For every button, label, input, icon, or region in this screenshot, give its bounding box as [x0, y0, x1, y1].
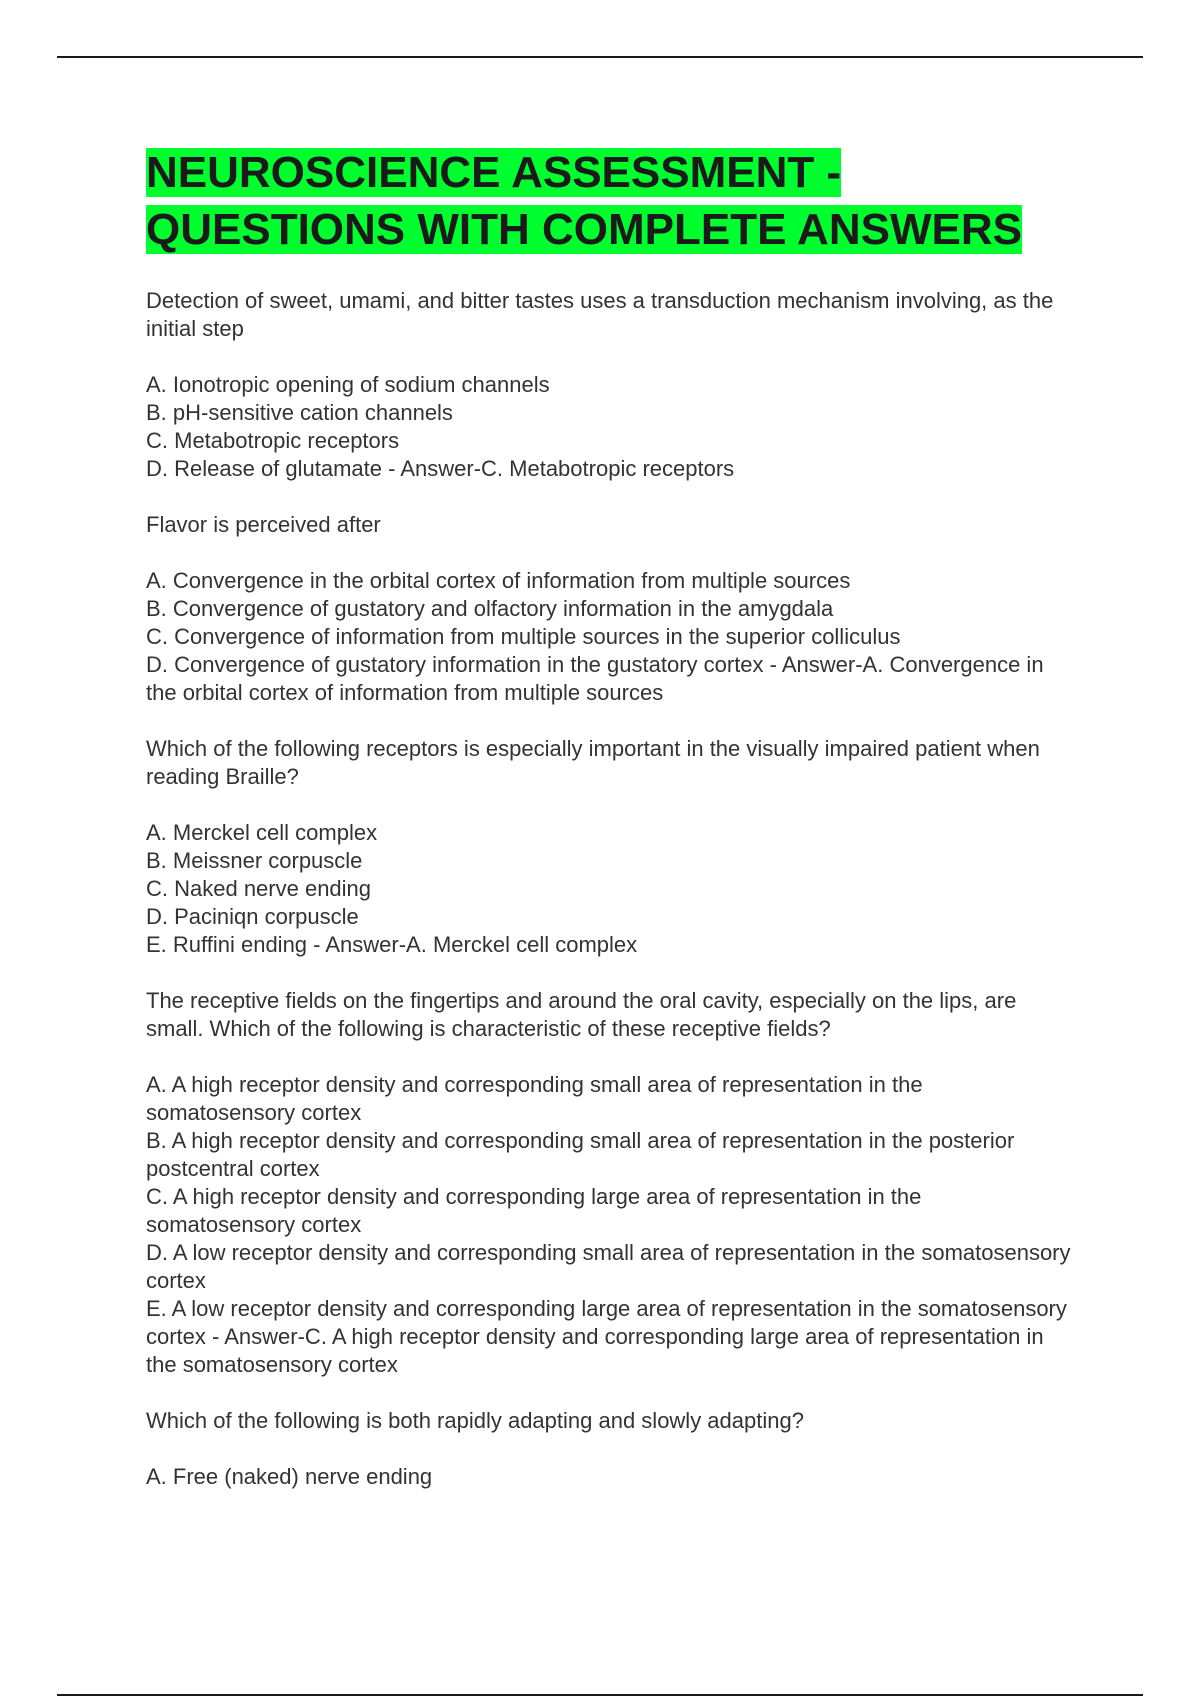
- option-1b: B. pH-sensitive cation channels: [146, 400, 453, 425]
- question-1: Detection of sweet, umami, and bitter tastes uses a transduction mechanism involving, as the initial step: [146, 288, 1054, 341]
- title-highlight: NEUROSCIENCE ASSESSMENT - QUESTIONS WITH COMPLETE ANSWERS: [146, 148, 1022, 254]
- question-4: The receptive fields on the fingertips and around the oral cavity, especially on the lips, are small. Which of the following is characteristic of these receptive fields?: [146, 988, 1017, 1041]
- option-3c: C. Naked nerve ending: [146, 876, 372, 901]
- options-4: [146, 1071, 1076, 1379]
- options-3: [146, 819, 1076, 959]
- option-4a: A. A high receptor density and corresponding small area of representation in the somatosensory cortex: [146, 1072, 923, 1125]
- options-2: [146, 567, 1076, 707]
- option-1a: A. Ionotropic opening of sodium channels: [146, 372, 550, 397]
- option-4d: D. A low receptor density and corresponding small area of representation in the somatosensory cortex: [146, 1240, 1071, 1293]
- option-2d-answer: D. Convergence of gustatory information in the gustatory cortex - Answer-A. Convergence in the orbital cortex of information from multiple sources: [146, 652, 1044, 705]
- option-5a: A. Free (naked) nerve ending: [146, 1464, 433, 1489]
- qa-list: [146, 287, 1076, 1491]
- top-rule: [57, 56, 1143, 58]
- option-4e-answer: E. A low receptor density and corresponding large area of representation in the somatosensory cortex - Answer-C. A high receptor density and corresponding large area of representation in the somatosensory cortex: [146, 1296, 1067, 1377]
- option-2a: A. Convergence in the orbital cortex of information from multiple sources: [146, 568, 851, 593]
- option-4c: C. A high receptor density and corresponding large area of representation in the somatosensory cortex: [146, 1184, 922, 1237]
- question-2: Flavor is perceived after: [146, 512, 381, 537]
- option-3b: B. Meissner corpuscle: [146, 848, 363, 873]
- options-5: [146, 1463, 1076, 1491]
- document-title: [146, 145, 1076, 258]
- question-5: Which of the following is both rapidly adapting and slowly adapting?: [146, 1408, 804, 1433]
- option-1d-answer: D. Release of glutamate - Answer-C. Metabotropic receptors: [146, 456, 735, 481]
- options-1: [146, 371, 1076, 483]
- question-3: Which of the following receptors is especially important in the visually impaired patient when reading Braille?: [146, 736, 1040, 789]
- document-body: [146, 145, 1076, 1491]
- option-2c: C. Convergence of information from multiple sources in the superior colliculus: [146, 624, 901, 649]
- option-4b: B. A high receptor density and corresponding small area of representation in the posterior postcentral cortex: [146, 1128, 1015, 1181]
- option-3a: A. Merckel cell complex: [146, 820, 378, 845]
- option-3d: D. Paciniqn corpuscle: [146, 904, 359, 929]
- bottom-rule: [57, 1694, 1143, 1696]
- option-2b: B. Convergence of gustatory and olfactory information in the amygdala: [146, 596, 834, 621]
- option-3e-answer: E. Ruffini ending - Answer-A. Merckel cell complex: [146, 932, 638, 957]
- option-1c: C. Metabotropic receptors: [146, 428, 400, 453]
